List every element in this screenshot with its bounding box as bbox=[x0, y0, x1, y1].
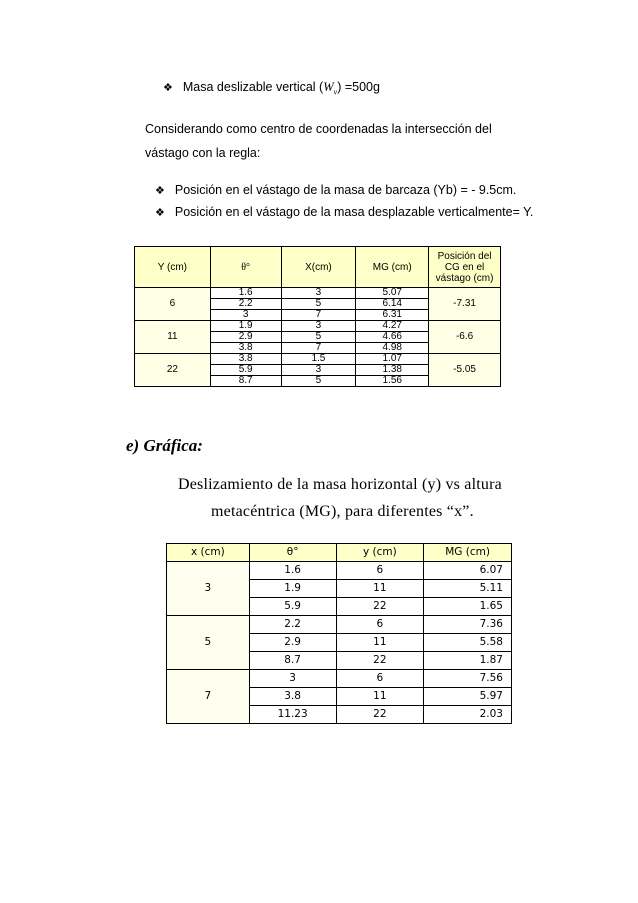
header-y: y (cm) bbox=[336, 544, 424, 562]
group-cg: -5.05 bbox=[429, 354, 501, 387]
cell-x: 5 bbox=[281, 376, 356, 387]
cell-mg: 6.07 bbox=[424, 562, 512, 580]
group-y: 6 bbox=[135, 288, 211, 321]
cell-y: 11 bbox=[336, 688, 424, 706]
intro-line-2: vástago con la regla: bbox=[145, 146, 261, 160]
cell-theta: 1.6 bbox=[249, 562, 336, 580]
cell-theta: 5.9 bbox=[249, 598, 336, 616]
cell-mg: 1.65 bbox=[424, 598, 512, 616]
cell-x: 7 bbox=[281, 343, 356, 354]
group-x: 3 bbox=[167, 562, 250, 616]
cell-theta: 5.9 bbox=[210, 365, 281, 376]
cell-mg: 7.36 bbox=[424, 616, 512, 634]
cell-x: 3 bbox=[281, 365, 356, 376]
cell-mg: 4.66 bbox=[356, 332, 429, 343]
cell-mg: 5.97 bbox=[424, 688, 512, 706]
cell-mg: 5.58 bbox=[424, 634, 512, 652]
cell-y: 11 bbox=[336, 580, 424, 598]
cell-theta: 2.2 bbox=[249, 616, 336, 634]
cell-theta: 3.8 bbox=[249, 688, 336, 706]
cell-y: 22 bbox=[336, 598, 424, 616]
mass-subscript: v bbox=[333, 87, 338, 97]
table-row bbox=[167, 562, 512, 580]
cell-theta: 3 bbox=[249, 670, 336, 688]
mass-value: ) =500g bbox=[337, 80, 380, 94]
cell-theta: 8.7 bbox=[210, 376, 281, 387]
table-row bbox=[135, 288, 501, 299]
cell-mg: 4.98 bbox=[356, 343, 429, 354]
cell-theta: 1.6 bbox=[210, 288, 281, 299]
header-x: X(cm) bbox=[281, 247, 356, 288]
intro-line-1: Considerando como centro de coordenadas la intersección del bbox=[145, 122, 492, 136]
cell-mg: 2.03 bbox=[424, 706, 512, 724]
cell-mg: 4.27 bbox=[356, 321, 429, 332]
group-cg: -7.31 bbox=[429, 288, 501, 321]
cell-theta: 3.8 bbox=[210, 343, 281, 354]
header-theta: θ° bbox=[249, 544, 336, 562]
cell-mg: 6.14 bbox=[356, 299, 429, 310]
cell-mg: 1.87 bbox=[424, 652, 512, 670]
table-row bbox=[135, 321, 501, 332]
subtitle-line-2: metacéntrica (MG), para diferentes “x”. bbox=[211, 503, 474, 520]
cell-x: 5 bbox=[281, 332, 356, 343]
header-x: x (cm) bbox=[167, 544, 250, 562]
cell-theta: 2.9 bbox=[249, 634, 336, 652]
cell-mg: 5.11 bbox=[424, 580, 512, 598]
cell-theta: 3.8 bbox=[210, 354, 281, 365]
position-bullet-2 bbox=[155, 205, 533, 219]
cell-y: 6 bbox=[336, 616, 424, 634]
group-x: 7 bbox=[167, 670, 250, 724]
position-text-1: Posición en el vástago de la masa de barcaza (Yb) = - 9.5cm. bbox=[174, 183, 517, 197]
cell-theta: 3 bbox=[210, 310, 281, 321]
cell-y: 22 bbox=[336, 706, 424, 724]
cell-x: 3 bbox=[281, 288, 356, 299]
cell-theta: 2.2 bbox=[210, 299, 281, 310]
intro-paragraph bbox=[145, 118, 492, 164]
group-y: 22 bbox=[135, 354, 211, 387]
mass-bullet bbox=[163, 80, 380, 97]
cell-mg: 6.31 bbox=[356, 310, 429, 321]
diamond-bullet-icon: ❖ bbox=[155, 207, 165, 219]
cell-x: 1.5 bbox=[281, 354, 356, 365]
cell-mg: 7.56 bbox=[424, 670, 512, 688]
header-cg: Posición del CG en el vástago (cm) bbox=[429, 247, 501, 288]
group-cg: -6.6 bbox=[429, 321, 501, 354]
cell-theta: 1.9 bbox=[210, 321, 281, 332]
position-text-2: Posición en el vástago de la masa desplazable verticalmente= Y. bbox=[174, 205, 534, 219]
cg-position-table bbox=[134, 246, 501, 387]
cell-x: 7 bbox=[281, 310, 356, 321]
position-bullet-1 bbox=[155, 183, 516, 197]
cell-y: 11 bbox=[336, 634, 424, 652]
table-header-row bbox=[135, 247, 501, 288]
cell-theta: 8.7 bbox=[249, 652, 336, 670]
cell-mg: 1.07 bbox=[356, 354, 429, 365]
mass-label: Masa deslizable vertical ( bbox=[182, 80, 324, 94]
cell-theta: 1.9 bbox=[249, 580, 336, 598]
subtitle-line-1: Deslizamiento de la masa horizontal (y) vs altura bbox=[178, 476, 502, 493]
mg-table bbox=[166, 543, 512, 724]
header-y: Y (cm) bbox=[135, 247, 211, 288]
table-row bbox=[167, 616, 512, 634]
cell-mg: 1.38 bbox=[356, 365, 429, 376]
cell-theta: 11.23 bbox=[249, 706, 336, 724]
cell-x: 5 bbox=[281, 299, 356, 310]
cell-mg: 5.07 bbox=[356, 288, 429, 299]
cell-y: 6 bbox=[336, 562, 424, 580]
cell-y: 22 bbox=[336, 652, 424, 670]
mass-symbol: W bbox=[323, 80, 334, 94]
diamond-bullet-icon: ❖ bbox=[155, 185, 165, 197]
table-row bbox=[135, 354, 501, 365]
group-x: 5 bbox=[167, 616, 250, 670]
cell-mg: 1.56 bbox=[356, 376, 429, 387]
table-row bbox=[167, 670, 512, 688]
section-heading: e) Gráfica: bbox=[126, 436, 203, 455]
header-theta: θ° bbox=[210, 247, 281, 288]
header-mg: MG (cm) bbox=[356, 247, 429, 288]
header-mg: MG (cm) bbox=[424, 544, 512, 562]
cell-y: 6 bbox=[336, 670, 424, 688]
table-header-row bbox=[167, 544, 512, 562]
cell-theta: 2.9 bbox=[210, 332, 281, 343]
cell-x: 3 bbox=[281, 321, 356, 332]
diamond-bullet-icon: ❖ bbox=[163, 82, 173, 94]
group-y: 11 bbox=[135, 321, 211, 354]
